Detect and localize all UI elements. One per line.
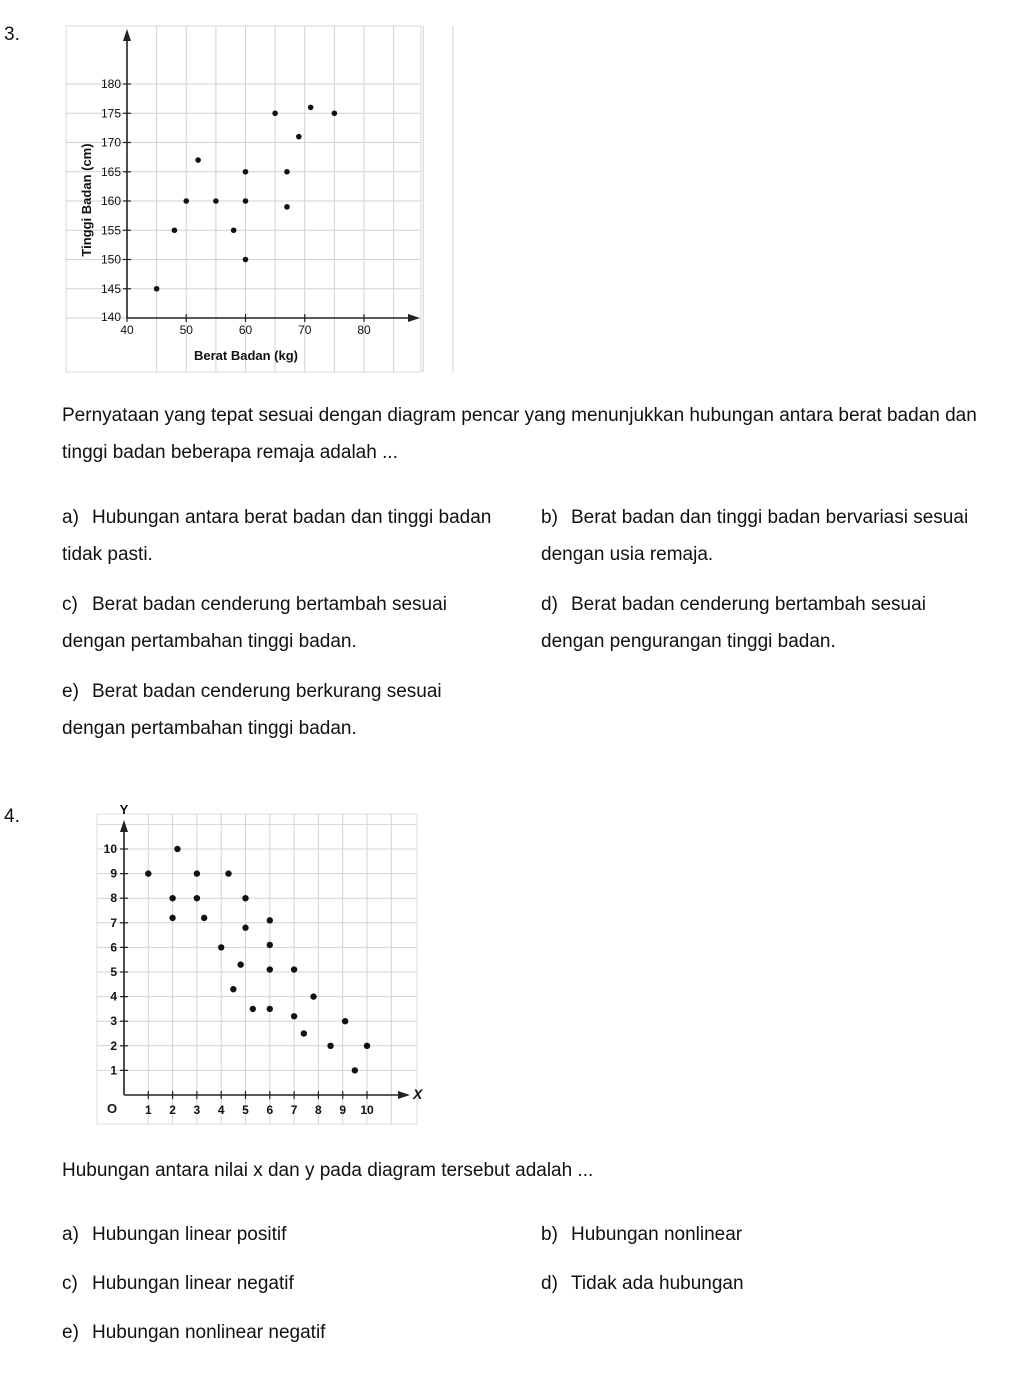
answer-option-c[interactable]: [62, 1265, 502, 1302]
y-axis-arrow: [123, 29, 131, 41]
data-point: [169, 915, 175, 921]
answer-option-d[interactable]: [541, 1265, 981, 1302]
question-prompt: Pernyataan yang tepat sesuai dengan diagram pencar yang menunjukkan hubungan antara berat badan dan tinggi badan beberapa remaja adalah ...: [62, 405, 977, 463]
data-point: [308, 105, 314, 111]
option-text: Tidak ada hubungan: [571, 1273, 744, 1294]
data-point: [243, 257, 249, 263]
y-tick-label: 5: [110, 965, 117, 979]
x-tick-label: 80: [357, 323, 371, 337]
data-point: [145, 870, 151, 876]
y-tick-label: 160: [100, 194, 121, 208]
data-point: [242, 925, 248, 931]
x-tick-label: 8: [315, 1103, 322, 1117]
data-point: [243, 169, 249, 175]
option-label: c): [62, 594, 78, 615]
data-point: [364, 1043, 370, 1049]
data-point: [291, 1013, 297, 1019]
answer-option-e[interactable]: [62, 1314, 502, 1351]
x-tick-label: 6: [266, 1103, 274, 1117]
data-point: [284, 204, 290, 210]
y-tick-label: 9: [110, 866, 117, 881]
y-tick-label: 3: [110, 1014, 117, 1029]
data-point: [194, 895, 200, 901]
option-text: Berat badan cenderung bertambah sesuai dengan pengurangan tinggi badan.: [541, 594, 926, 652]
option-label: e): [62, 1322, 79, 1343]
x-tick-label: 4: [217, 1103, 225, 1117]
data-point: [174, 846, 180, 852]
data-point: [243, 198, 249, 204]
data-point: [172, 227, 178, 233]
x-tick-label: 3: [193, 1103, 201, 1117]
data-point: [267, 942, 273, 948]
x-tick-label: 7: [290, 1103, 298, 1117]
x-tick-label: 70: [298, 323, 312, 337]
x-tick-label: 60: [238, 323, 253, 337]
option-text: Hubungan nonlinear: [571, 1224, 743, 1245]
data-point: [218, 944, 224, 950]
option-text: Hubungan antara berat badan dan tinggi badan tidak pasti.: [62, 507, 492, 565]
y-tick-label: 1: [110, 1063, 117, 1078]
option-label: a): [62, 507, 79, 528]
scatter-chart-xy: [0, 800, 440, 1130]
y-tick-label: 6: [110, 940, 117, 955]
data-point: [183, 198, 189, 204]
option-label: b): [541, 1224, 558, 1245]
data-point: [154, 286, 160, 292]
data-point: [310, 993, 316, 999]
y-tick-label: 150: [100, 252, 121, 267]
answer-option-b[interactable]: [541, 1216, 981, 1253]
option-text: Berat badan cenderung berkurang sesuai dengan pertambahan tinggi badan.: [62, 681, 442, 739]
x-axis-arrow: [398, 1091, 410, 1099]
x-tick-label: 1: [144, 1103, 152, 1117]
answer-option-c[interactable]: [62, 586, 502, 660]
data-point: [194, 870, 200, 876]
y-axis-title: Tinggi Badan (cm): [79, 143, 94, 257]
option-label: d): [541, 1273, 558, 1294]
data-point: [267, 1006, 273, 1012]
question-number: 3.: [4, 24, 20, 45]
x-tick-label: 5: [242, 1103, 249, 1117]
x-tick-label: 2: [169, 1103, 176, 1117]
option-label: d): [541, 594, 558, 615]
data-point: [225, 870, 231, 876]
option-text: Berat badan dan tinggi badan bervariasi sesuai dengan usia remaja.: [541, 507, 969, 565]
data-point: [296, 134, 302, 140]
question-number: 4.: [4, 806, 20, 827]
data-point: [213, 198, 219, 204]
origin-label: O: [106, 1101, 118, 1116]
y-tick-label: 10: [103, 842, 117, 856]
data-point: [169, 895, 175, 901]
data-point: [342, 1018, 348, 1024]
data-point: [272, 110, 278, 116]
data-point: [231, 227, 237, 233]
data-point: [352, 1067, 358, 1073]
x-axis-title: X: [413, 1086, 423, 1102]
data-point: [284, 169, 290, 175]
x-axis-arrow: [408, 314, 420, 322]
y-tick-label: 170: [100, 135, 121, 150]
answer-option-d[interactable]: [541, 586, 981, 660]
question-prompt: Hubungan antara nilai x dan y pada diagram tersebut adalah ...: [62, 1160, 594, 1181]
y-axis-arrow: [120, 820, 128, 832]
answer-option-b[interactable]: [541, 499, 981, 573]
y-tick-label: 175: [100, 106, 121, 121]
y-tick-label: 140: [100, 310, 121, 324]
answer-option-a[interactable]: [62, 1216, 502, 1253]
answer-option-a[interactable]: [62, 499, 502, 573]
y-tick-label: 180: [100, 77, 121, 91]
y-tick-label: 4: [110, 989, 117, 1004]
option-label: b): [541, 507, 558, 528]
option-label: e): [62, 681, 79, 702]
y-tick-label: 165: [100, 164, 121, 179]
data-point: [332, 110, 338, 116]
y-tick-label: 155: [100, 223, 121, 238]
data-point: [291, 966, 297, 972]
option-text: Hubungan nonlinear negatif: [92, 1322, 326, 1343]
x-tick-label: 9: [339, 1103, 347, 1117]
option-text: Hubungan linear positif: [92, 1224, 287, 1245]
data-point: [267, 966, 273, 972]
y-tick-label: 2: [110, 1038, 117, 1053]
scatter-chart-weight-height: [0, 0, 460, 380]
y-tick-label: 7: [110, 915, 117, 930]
data-point: [237, 961, 243, 967]
x-tick-label: 10: [360, 1103, 374, 1117]
x-tick-label: 40: [120, 323, 134, 337]
data-point: [230, 986, 236, 992]
y-tick-label: 8: [110, 891, 117, 906]
data-point: [242, 895, 248, 901]
data-point: [301, 1030, 307, 1036]
data-point: [267, 917, 273, 923]
option-text: Berat badan cenderung bertambah sesuai dengan pertambahan tinggi badan.: [62, 594, 447, 652]
chart-frame: [97, 814, 417, 1124]
y-axis-title: Y: [119, 802, 129, 817]
option-label: c): [62, 1273, 78, 1294]
y-tick-label: 145: [100, 281, 121, 296]
data-point: [250, 1006, 256, 1012]
data-point: [327, 1043, 333, 1049]
x-axis-title: Berat Badan (kg): [193, 348, 299, 363]
data-point: [195, 157, 201, 163]
answer-option-e[interactable]: [62, 673, 502, 747]
data-point: [201, 915, 207, 921]
option-text: Hubungan linear negatif: [92, 1273, 294, 1294]
option-label: a): [62, 1224, 79, 1245]
x-tick-label: 50: [179, 323, 193, 337]
